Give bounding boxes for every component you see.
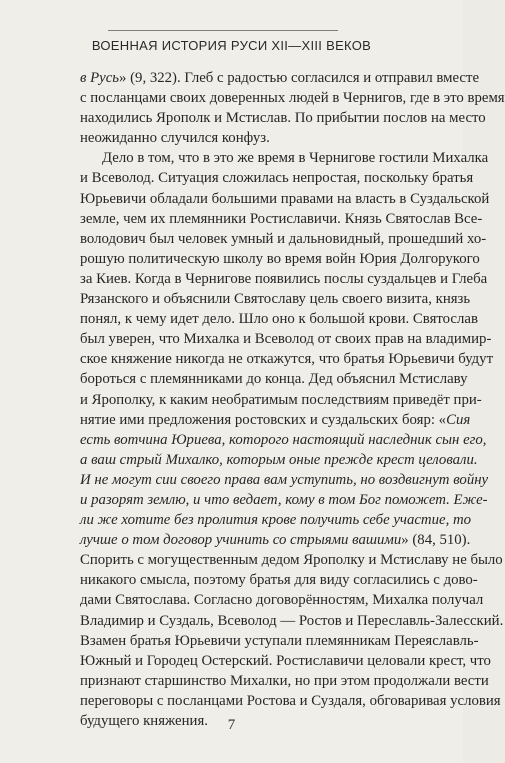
text-line: признают старшинство Михалки, но при этом продолжали вести [80, 672, 489, 689]
text-line: Рязанского и объяснили Святославу цель своего визита, князь [80, 291, 471, 308]
running-header: ВОЕННАЯ ИСТОРИЯ РУСИ XII—XIII ВЕКОВ [91, 38, 372, 53]
text-line: И не могут сии своего права вам уступить, но воздвигнут войну [80, 471, 489, 488]
page-number: 7 [227, 717, 236, 733]
text-line: и Ярополку, к каким необратимым последствиям приведёт при- [80, 391, 482, 408]
text-line: нятие ими предложения ростовских и суздальских бояр: «Сия [80, 411, 471, 428]
text-line: володович был человек умный и дальновидный, прошедший хо- [80, 230, 487, 247]
text-line: Юрьевичи обладали большими правами на власть в Суздальской [80, 190, 490, 207]
text-line: ли же хотите без пролития крове получить себе участие, то [80, 512, 472, 529]
text-line: Южный и Городец Остерский. Ростиславичи целовали крест, что [80, 652, 491, 669]
text-line: находились Ярополк и Мстислав. По прибытии послов на место [80, 110, 486, 127]
text-line: будущего княжения. [80, 713, 208, 729]
text-line: бороться с племянниками до конца. Дед объяснил Мстиславу [80, 371, 468, 388]
text-line: понял, к чему идет дело. Шло оно к большой крови. Святослав [80, 311, 478, 328]
text-line: есть вотчина Юриева, которого настоящий наследник сын его, [80, 431, 487, 448]
text-line: за Киев. Когда в Чернигове появились послы суздальцев и Глеба [80, 270, 488, 287]
text-line: был уверен, что Михалка и Всеволод от своих прав на владимир- [80, 331, 492, 348]
text-line: переговоры с посланцами Ростова и Суздаля, обговаривая условия [80, 692, 501, 709]
text-line: и Всеволод. Ситуация сложилась непростая, поскольку братья [80, 170, 474, 187]
text-line: дами Святослава. Согласно договорённостям, Михалка получал [80, 592, 484, 609]
body-text [80, 68, 505, 731]
text-line: Спорить с могущественным дедом Ярополку и Мстиславу не было [80, 552, 503, 569]
text-line: земле, чем их племянники Ростиславичи. Князь Святослав Все- [80, 210, 483, 227]
text-line: неожиданно случился конфуз. [80, 130, 270, 147]
text-line: Дело в том, что в это же время в Чернигове гостили Михалка [102, 150, 489, 167]
text-line: Взамен братья Юрьевичи уступали племянникам Переяславль- [80, 632, 479, 649]
text-line: Владимир и Суздаль, Всеволод — Ростов и Переславль-Залесский. [80, 612, 504, 629]
text-line: рошую политическую школу во время войн Юрия Долгорукого [80, 250, 480, 267]
header-rule [108, 30, 338, 31]
text-line: а ваш стрый Михалко, которым оные прежде крест целовали. [80, 451, 478, 468]
text-line: и разорят землю, и что ведает, кому в том Бог поможет. Еже- [80, 491, 488, 508]
text-line: лучше о том договор учинить со стрыями вашими» (84, 510). [80, 532, 471, 549]
text-line: в Русь» (9, 322). Глеб с радостью согласился и отправил вместе [80, 70, 480, 86]
text-line: никакого смысла, поэтому братья для виду согласились с дово- [80, 572, 478, 589]
text-line: ское княжение никогда не откажутся, что братья Юрьевичи будут [80, 351, 494, 368]
text-line: с посланцами своих доверенных людей в Чернигов, где в это время [80, 90, 505, 107]
